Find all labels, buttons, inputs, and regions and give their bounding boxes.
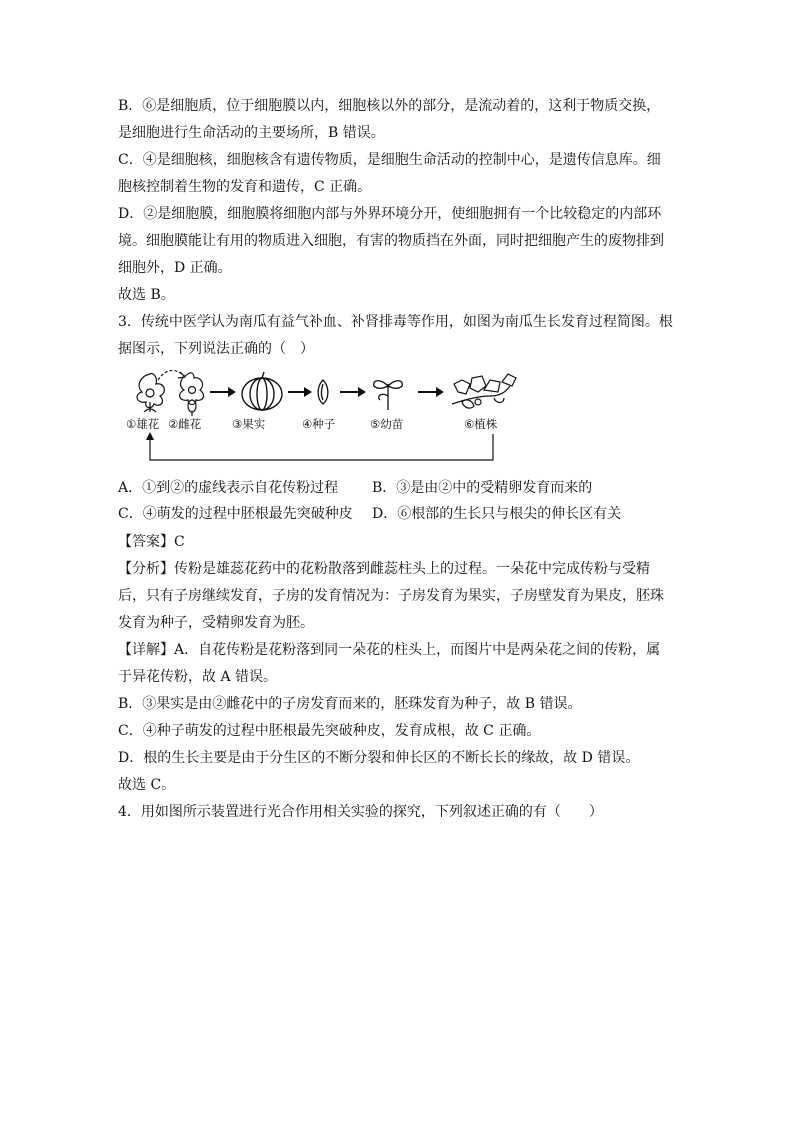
option-c: C．④萌发的过程中胚根最先突破种皮 [118, 506, 353, 522]
pumpkin-growth-diagram [118, 366, 538, 466]
seedling-icon [374, 381, 403, 410]
diagram-label: ②雌花 [168, 417, 202, 431]
text-line: D．②是细胞膜，细胞膜将细胞内部与外界环境分开，使细胞拥有一个比较稳定的内部环 [118, 206, 662, 222]
diagram-label: ④种子 [302, 417, 336, 431]
arrow-icon [210, 387, 236, 397]
detail-line: 【详解】A．自花传粉是花粉落到同一朵花的柱头上，而图片中是两朵花之间的传粉，属 [118, 642, 661, 658]
pollination-dashed-arrow [158, 370, 184, 380]
text-line: 胞核控制着生物的发育和遗传，C 正确。 [118, 179, 372, 195]
option-a: A．①到②的虚线表示自花传粉过程 [118, 480, 339, 496]
arrow-icon [418, 387, 444, 397]
life-cycle-return-line [150, 434, 493, 460]
diagram-label: ⑤幼苗 [370, 417, 404, 431]
question-3-line: 3．传统中医学认为南瓜有益气补血、补肾排毒等作用，如图为南瓜生长发育过程简图。根 [118, 314, 673, 330]
text-line: 境。细胞膜能让有用的物质进入细胞，有害的物质挡在外面，同时把细胞产生的废物排到 [118, 233, 664, 249]
answer-line: 故选 B。 [118, 287, 175, 303]
text-line: 是细胞进行生命活动的主要场所，B 错误。 [118, 125, 385, 141]
answer-line: 故选 C。 [118, 777, 176, 793]
analysis-line: 【分析】传粉是雄蕊花药中的花粉散落到雌蕊柱头上的过程。一朵花中完成传粉与受精 [118, 561, 650, 577]
analysis-line: 发育为种子，受精卵发育为胚。 [118, 615, 314, 631]
text-line: C．④是细胞核，细胞核含有遗传物质，是细胞生命活动的控制中心，是遗传信息库。细 [118, 152, 661, 168]
question-4-line: 4．用如图所示装置进行光合作用相关实验的探究，下列叙述正确的有（ ） [118, 804, 603, 820]
option-d: D．⑥根部的生长只与根尖的伸长区有关 [372, 506, 622, 522]
arrow-icon [288, 387, 312, 397]
detail-line: D．根的生长主要是由于分生区的不断分裂和伸长区的不断长长的缘故，故 D 错误。 [118, 750, 640, 766]
detail-line: B．③果实是由②雌花中的子房发育而来的，胚珠发育为种子，故 B 错误。 [118, 696, 582, 712]
text-line: 细胞外，D 正确。 [118, 260, 232, 276]
diagram-label: ①雄花 [126, 417, 160, 431]
analysis-line: 后，只有子房继续发育，子房的发育情况为：子房发育为果实，子房壁发育为果皮，胚珠 [118, 588, 664, 604]
text-line: B．⑥是细胞质，位于细胞膜以内，细胞核以外的部分，是流动着的，这利于物质交换， [118, 98, 661, 114]
diagram-label: ③果实 [232, 417, 266, 431]
answer-label: 【答案】C [118, 534, 185, 550]
arrow-icon [340, 387, 366, 397]
option-b: B．③是由②中的受精卵发育而来的 [372, 480, 593, 496]
male-flower-icon [137, 373, 164, 412]
pumpkin-plant-icon [452, 374, 516, 408]
detail-line: 于异花传粉，故 A 错误。 [118, 669, 278, 685]
seed-icon [318, 380, 328, 404]
diagram-label: ⑥植株 [464, 417, 498, 431]
pumpkin-fruit-icon [242, 372, 282, 410]
detail-line: C．④种子萌发的过程中胚根最先突破种皮，发育成根，故 C 正确。 [118, 723, 541, 739]
question-3-line: 据图示，下列说法正确的（ ） [118, 341, 314, 357]
female-flower-icon [180, 373, 204, 416]
